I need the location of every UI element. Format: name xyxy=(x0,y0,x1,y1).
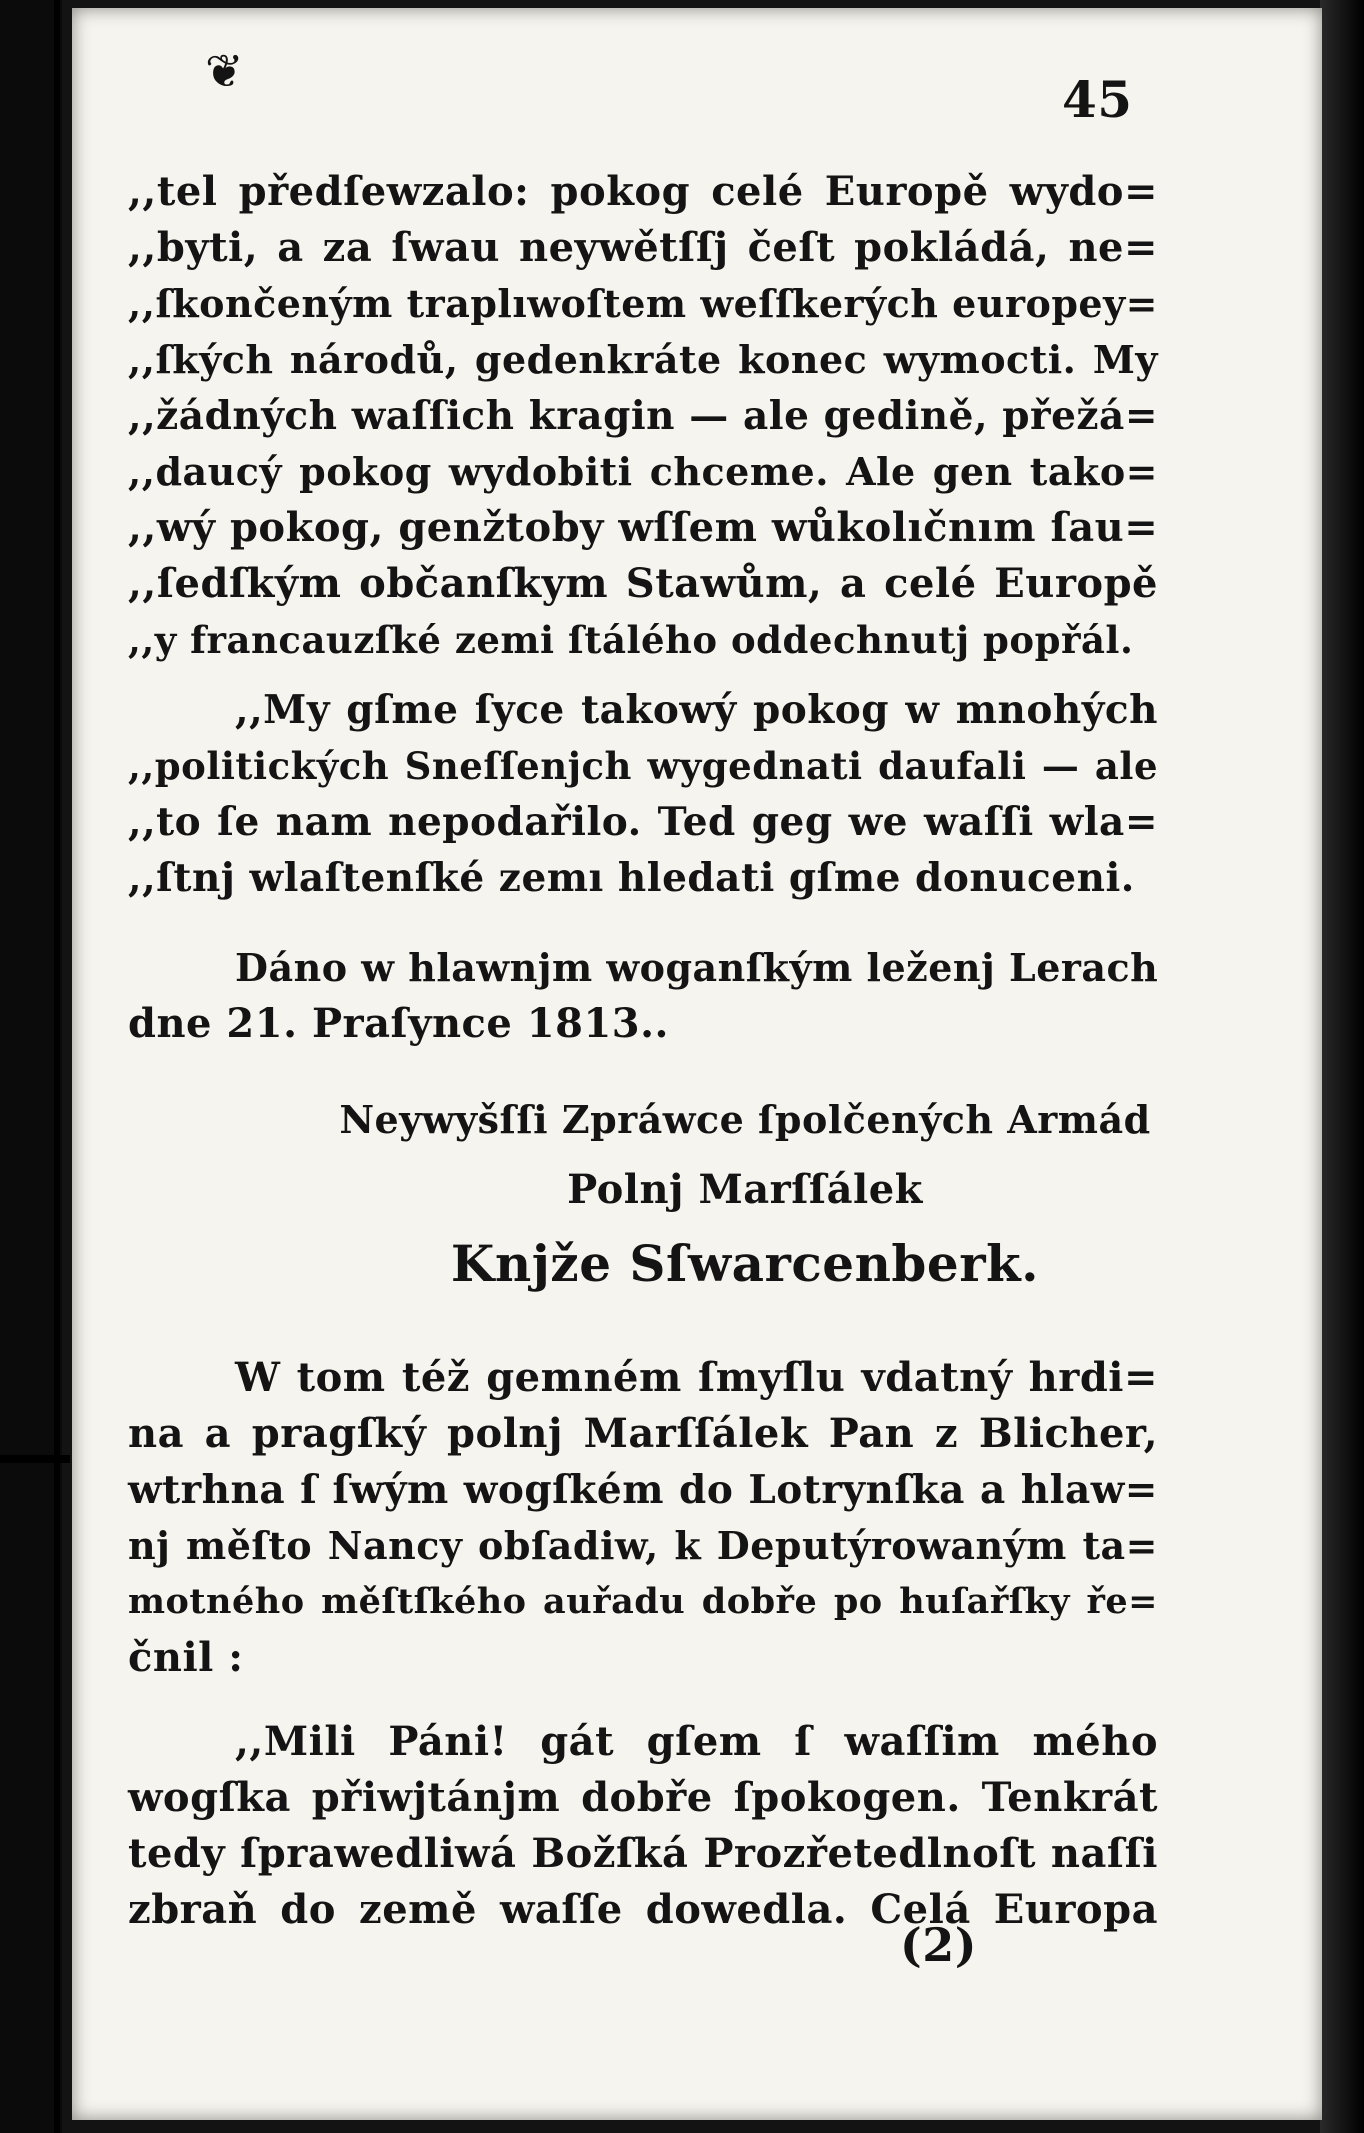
text-line: ,,byti, a za ſwau neywětſſj čeſt pokládá, ne= xyxy=(128,224,1158,271)
binding-edge xyxy=(54,0,60,2133)
signature-name: Knjže Sſwarcenberk. xyxy=(450,1234,1040,1293)
text-line: ,,politických Sneſſenjch wygednati daufali — ale xyxy=(128,744,1158,788)
binding-mark xyxy=(0,1455,70,1463)
text-line: ,,ſedſkým občanſkym Stawům, a celé Europě xyxy=(128,560,1158,607)
printer-ornament: ❦ xyxy=(205,44,245,98)
text-line: ,,ſkých národů, gedenkráte konec wymocti. My xyxy=(128,337,1158,382)
text-line: wtrhna ſ ſwým wogſkém do Lotrynſka a hlaw= xyxy=(128,1467,1158,1513)
text-line: ,,ſtnj wlaſtenſké zemı hledati gſme donuceni. xyxy=(128,855,1135,901)
date-line: Dáno w hlawnjm woganſkým leženj Lerach xyxy=(235,945,1159,990)
text-line: ,,y francauzſké zemi ſtálého oddechnutj popřál. xyxy=(128,618,1134,662)
text-line: ,,ſkončeným traplıwoſtem weſſkerých europey= xyxy=(128,281,1158,326)
signature-mark: (2) xyxy=(900,1918,978,1972)
date-line: dne 21. Praſynce 1813.. xyxy=(128,1000,669,1047)
text-line: ,,daucý pokog wydobiti chceme. Ale gen tako= xyxy=(128,449,1158,494)
text-line: čnil : xyxy=(128,1634,244,1681)
text-line: motného měſtſkého auřadu dobře po huſařſky ře= xyxy=(128,1581,1158,1622)
signature-title: Neywyšſſi Zpráwce ſpolčených Armád xyxy=(339,1097,1151,1142)
text-line: tedy ſprawedliwá Božſká Prozřetedlnoſt naſſi xyxy=(128,1830,1158,1877)
text-line: ,,žádných waſſich kragin — ale gedině, přežá= xyxy=(128,393,1158,439)
page-number: 45 xyxy=(1062,70,1133,129)
signature-rank: Polnj Marſſálek xyxy=(567,1166,923,1213)
text-line: na a pragſký polnj Marſſálek Pan z Blicher, xyxy=(128,1410,1158,1457)
scan-left-margin xyxy=(0,0,62,2133)
scan-right-margin xyxy=(1320,0,1364,2133)
text-line: ,,wý pokog, genžtoby wſſem wůkolıčnım ſau= xyxy=(128,504,1159,551)
text-line: nj měſto Nancy obſadiw, k Deputýrowaným ta= xyxy=(128,1523,1158,1568)
text-line: wogſka přiwjtánjm dobře ſpokogen. Tenkrát xyxy=(128,1774,1158,1821)
text-line: W tom též gemném ſmyſlu vdatný hrdi= xyxy=(235,1354,1158,1401)
text-line: ,,Mili Páni! gát gſem ſ waſſim mého xyxy=(235,1718,1158,1765)
text-line: ,,My gſme ſyce takowý pokog w mnohých xyxy=(235,687,1158,733)
text-line: ,,tel předſewzalo: pokog celé Europě wydo= xyxy=(128,168,1158,215)
text-line: zbraň do země waſſe dowedla. Celá Europa xyxy=(128,1886,1158,1933)
text-line: ,,to ſe nam nepodařilo. Ted geg we waſſi wla= xyxy=(128,799,1158,845)
